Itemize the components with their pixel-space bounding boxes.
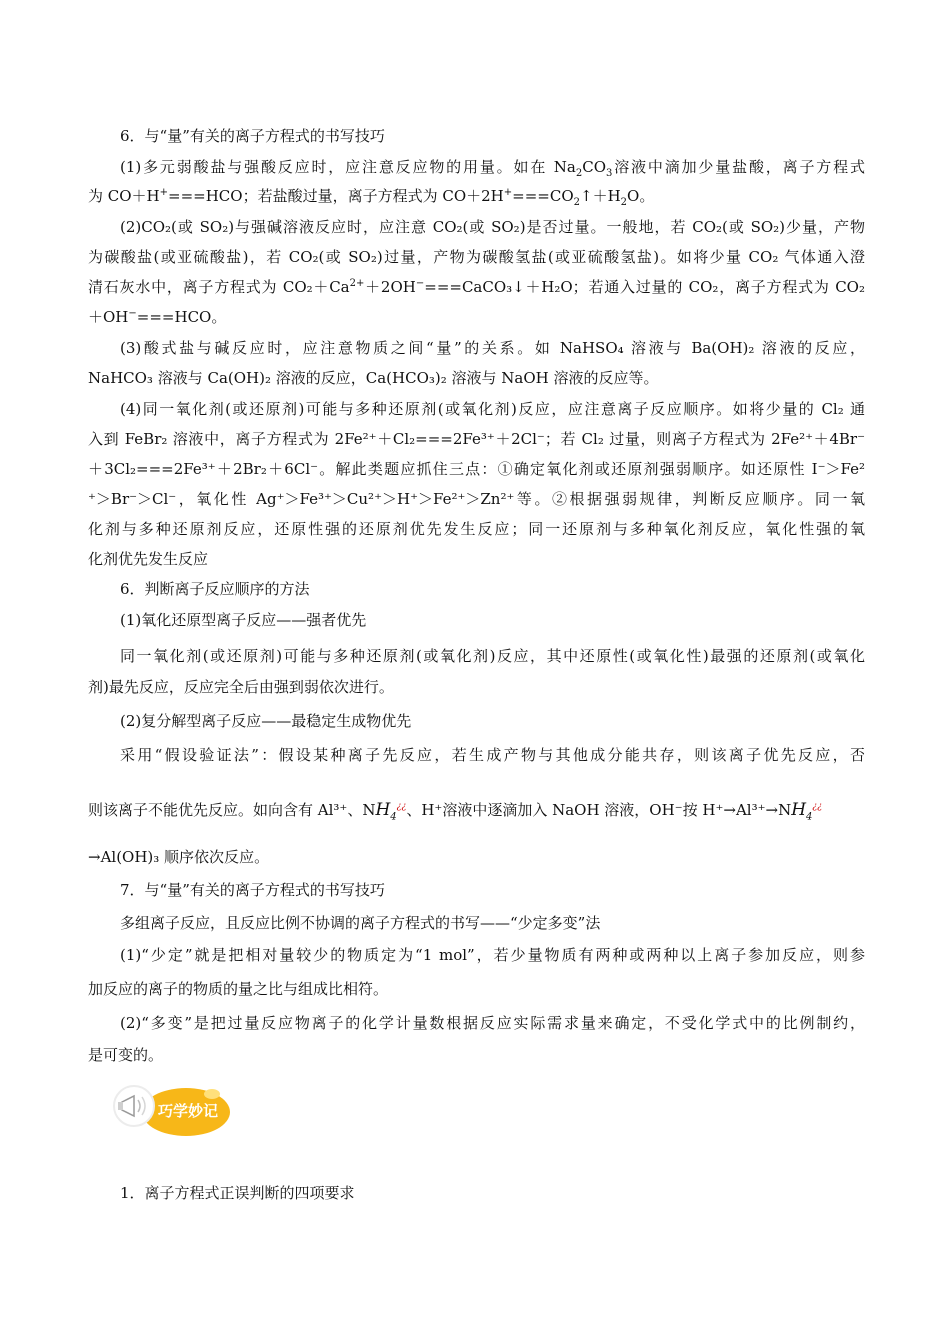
para1-line1: (1)多元弱酸盐与强酸反应时，应注意反应物的用量。如在 $Na_2CO_3$溶液中滴加少量盐酸，离子方程式 xyxy=(120,158,865,179)
para2-line1: (2)CO₂(或 SO₂)与强碱溶液反应时，应注意 CO₂(或 SO₂)是否过量。一般地，若 CO₂(或 SO₂)少量，产物 xyxy=(120,218,865,236)
method2-title: (2)复分解型离子反应——最稳定生成物优先 xyxy=(120,712,412,730)
ammonium-formula: $H_4^{¿¿}$ xyxy=(375,800,407,823)
para3-line2: NaHCO₃ 溶液与 Ca(OH)₂ 溶液的反应，Ca(HCO₃)₂ 溶液与 NaOH 溶液的反应等。 xyxy=(88,369,659,387)
method2-line1: 采用“假设验证法”：假设某种离子先反应，若生成产物与其他成分能共存，则该离子优先反应，否 xyxy=(120,746,865,764)
para4-line4: ⁺＞Br⁻＞Cl⁻，氧化性 Ag⁺＞Fe³⁺＞Cu²⁺＞H⁺＞Fe²⁺＞Zn²⁺等。②根据强弱规律，判断反应顺序。同一氧 xyxy=(88,490,865,508)
para2-line4: ＋OH−===HCO。 xyxy=(88,308,227,326)
para4-line2: 入到 FeBr₂ 溶液中，离子方程式为 2Fe²⁺＋Cl₂===2Fe³⁺＋2Cl⁻；若 Cl₂ 过量，则离子方程式为 2Fe²⁺＋4Br⁻ xyxy=(88,430,865,448)
para4-line1: (4)同一氧化剂(或还原剂)可能与多种还原剂(或氧化剂)反应，应注意离子反应顺序。如将少量的 Cl₂ 通 xyxy=(120,400,865,418)
para1-line2: 为 CO＋H+===HCO；若盐酸过量，离子方程式为 $CO+2H^+===CO_2↑+H_2O$。 xyxy=(88,187,655,208)
section-6-title: 6．与“量”有关的离子方程式的书写技巧 xyxy=(120,127,385,145)
method1-line1: 同一氧化剂(或还原剂)可能与多种还原剂(或氧化剂)反应，其中还原性(或氧化性)最强的还原剂(或氧化 xyxy=(120,647,865,665)
para3-line1: (3)酸式盐与碱反应时，应注意物质之间“量”的关系。如 NaHSO₄ 溶液与 Ba(OH)₂ 溶液的反应， xyxy=(120,339,865,357)
ammonium-formula: $H_4^{¿¿}$ xyxy=(791,800,823,823)
para2-line3: 清石灰水中，离子方程式为 $CO_2+Ca^{2+}+2OH^-===CaCO_3↓+H_2O$；若通入过量的 CO₂，离子方程式为 CO₂ xyxy=(88,278,865,296)
para2-line2: 为碳酸盐(或亚硫酸盐)，若 CO₂(或 SO₂)过量，产物为碳酸氢盐(或亚硫酸氢盐)。如将少量 CO₂ 气体通入澄 xyxy=(88,248,865,266)
section7-line1: 多组离子反应，且反应比例不协调的离子方程式的书写——“少定多变”法 xyxy=(120,914,601,932)
section-6b-title: 6．判断离子反应顺序的方法 xyxy=(120,580,310,598)
para4-line3: ＋3Cl₂===2Fe³⁺＋2Br₂＋6Cl⁻。解此类题应抓住三点：①确定氧化剂或还原剂强弱顺序。如还原性 I⁻＞Fe² xyxy=(88,460,865,478)
method2-line3: →Al(OH)₃ 顺序依次反应。 xyxy=(88,848,270,866)
badge-label: 巧学妙记 xyxy=(158,1102,219,1120)
para4-line6: 化剂优先发生反应 xyxy=(88,550,209,568)
section-final-title: 1．离子方程式正误判断的四项要求 xyxy=(120,1184,355,1202)
section7-para2-line1: (2)“多变”是把过量反应物离子的化学计量数根据反应实际需求量来确定，不受化学式中的比例制约， xyxy=(120,1014,865,1032)
method2-line2: 则该离子不能优先反应。如向含有 Al³⁺、$NH_4^{¿¿}$、H⁺溶液中逐滴加入 NaOH 溶液，OH⁻按 $H^+\to Al^{3+}\to NH_4^{¿¿}$ xyxy=(88,800,823,823)
section-7-title: 7．与“量”有关的离子方程式的书写技巧 xyxy=(120,881,385,899)
method1-title: (1)氧化还原型离子反应——强者优先 xyxy=(120,611,367,629)
method1-line2: 剂)最先反应，反应完全后由强到弱依次进行。 xyxy=(88,678,394,696)
para4-line5: 化剂与多种还原剂反应，还原性强的还原剂优先发生反应；同一还原剂与多种氧化剂反应，氧化性强的氧 xyxy=(88,520,865,538)
section7-para1-line2: 加反应的离子的物质的量之比与组成比相符。 xyxy=(88,980,389,998)
section7-para1-line1: (1)“少定”就是把相对量较少的物质定为“1 mol”，若少量物质有两种或两种以上离子参加反应，则参 xyxy=(120,946,865,964)
section7-para2-line2: 是可变的。 xyxy=(88,1046,164,1064)
tips-badge xyxy=(112,1080,232,1142)
